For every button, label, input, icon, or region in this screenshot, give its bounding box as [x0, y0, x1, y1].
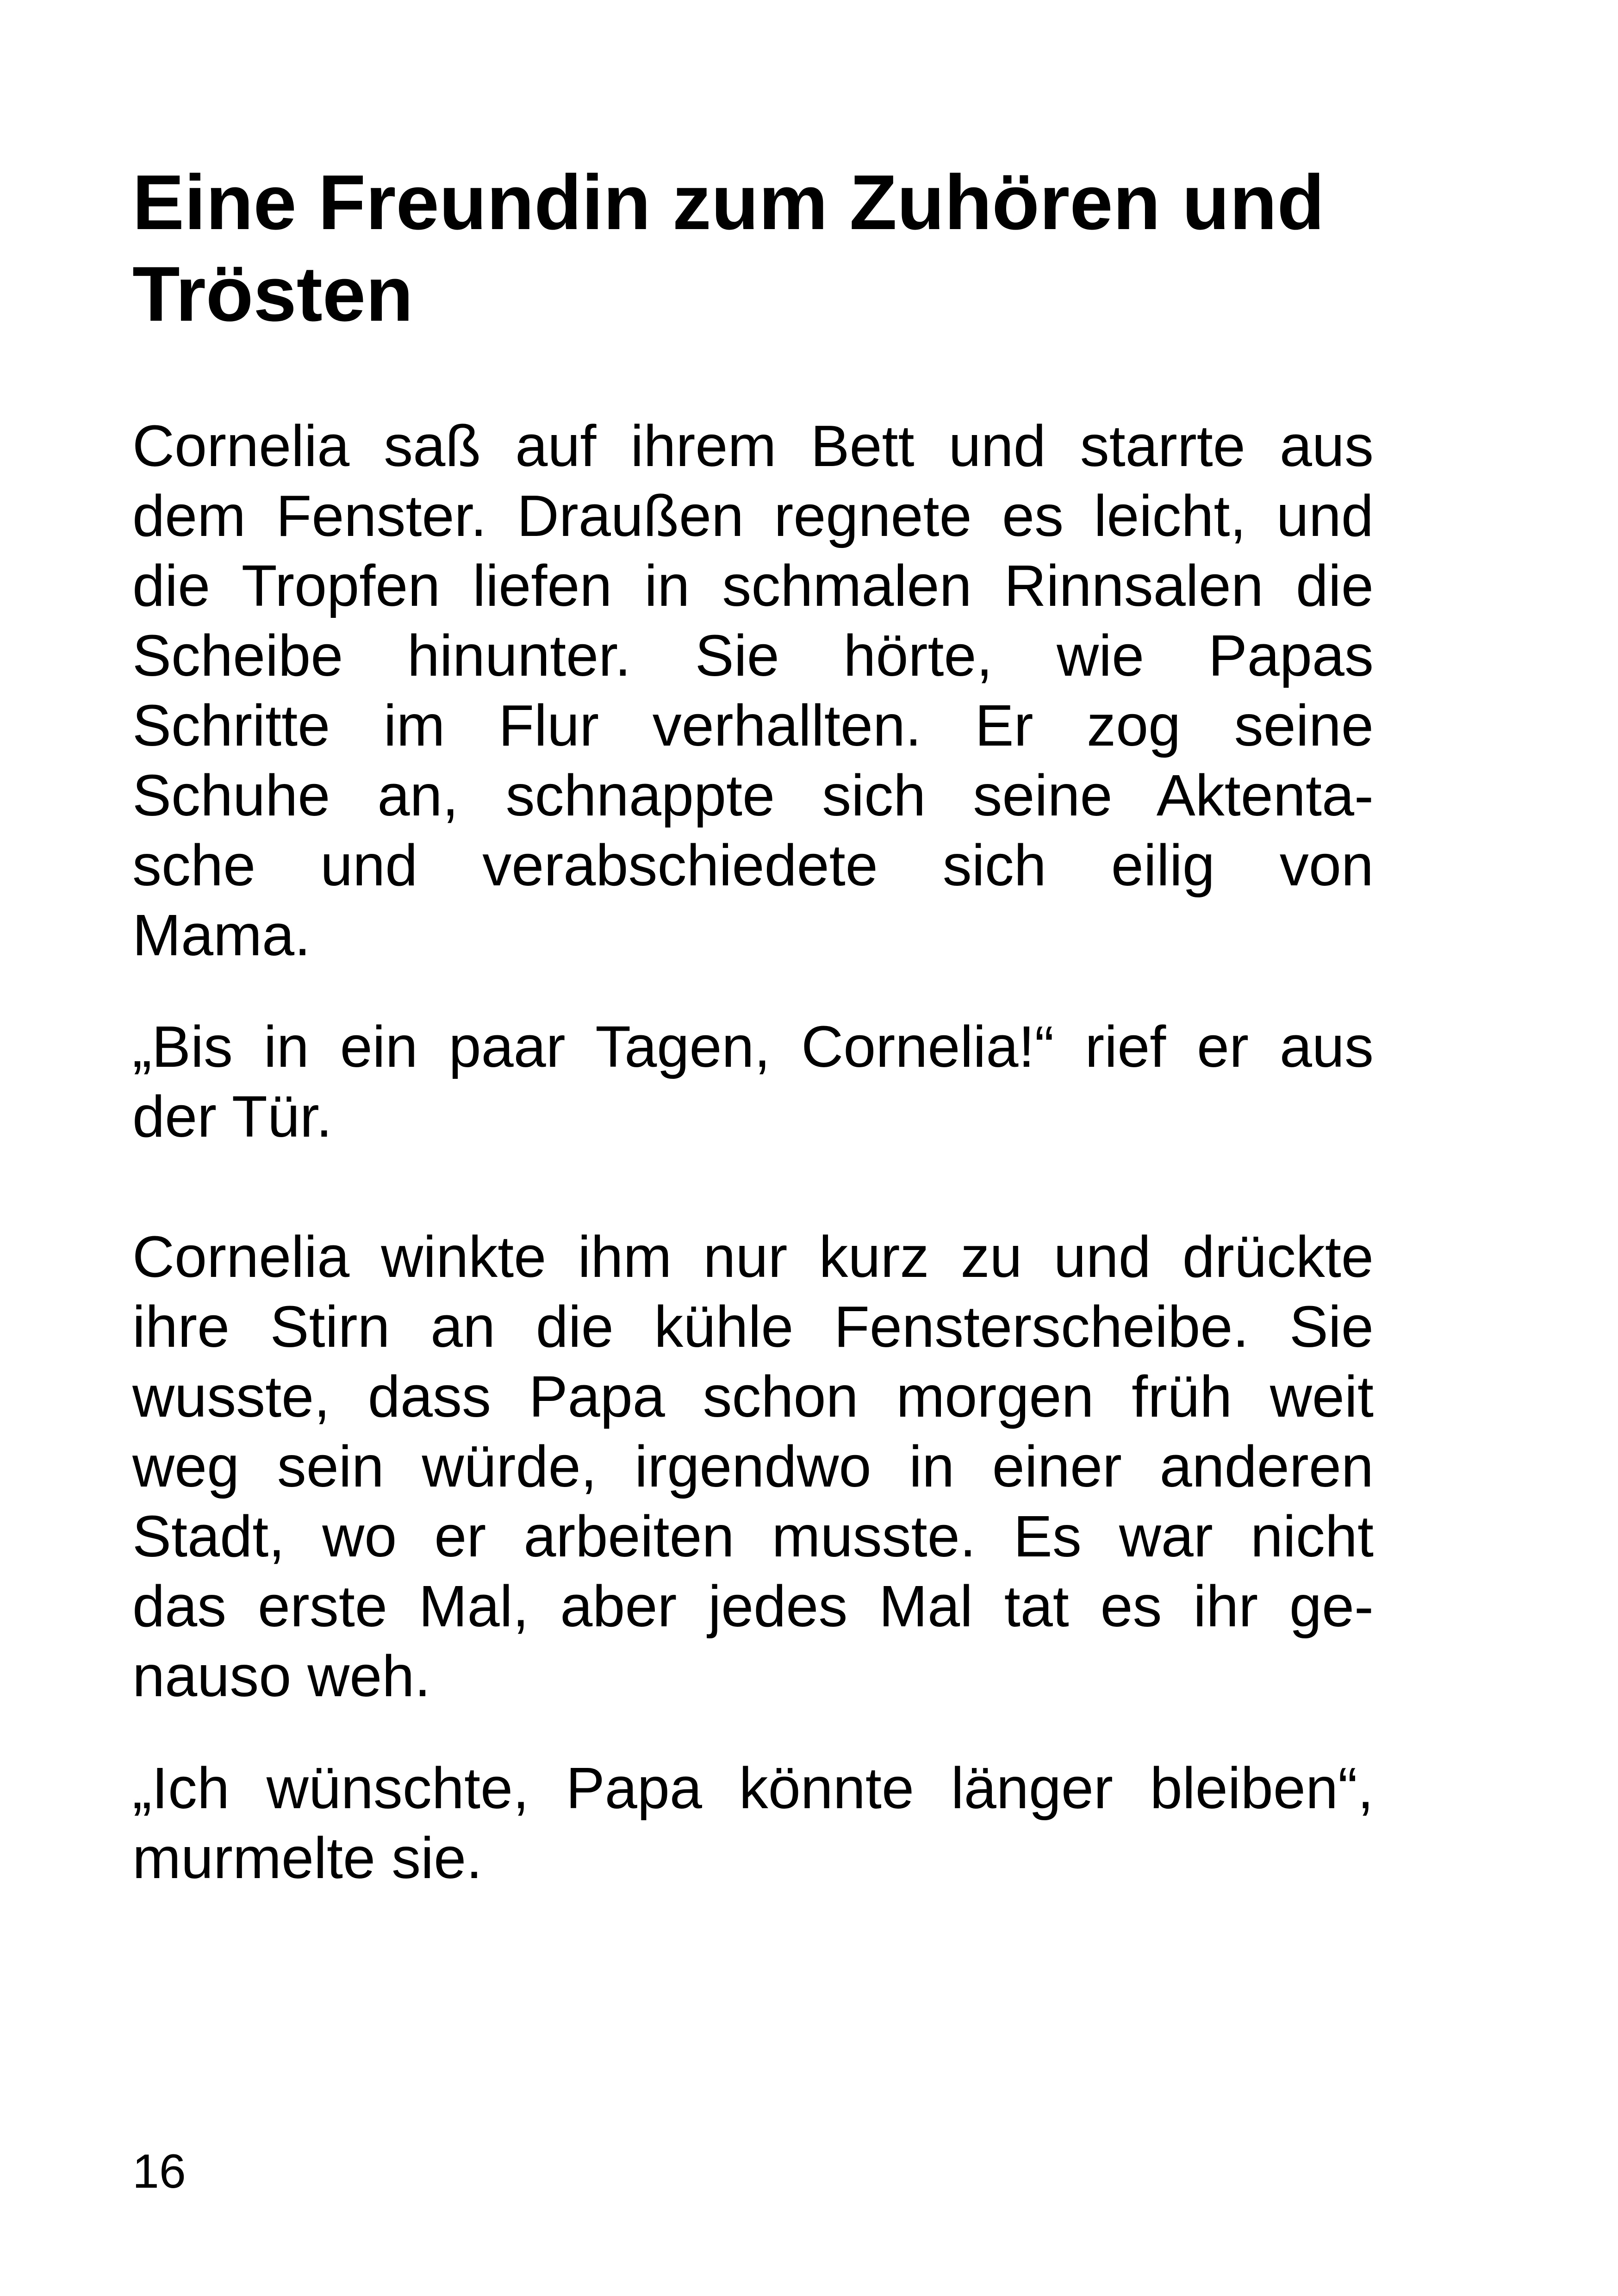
text-line: Schuhe an, schnappte sich seine Aktenta-	[132, 763, 1374, 828]
text-line: dem Fenster. Draußen regnete es leicht, und	[132, 483, 1374, 548]
text-line: Mama.	[132, 902, 311, 968]
heading-line: Trösten	[132, 250, 413, 337]
text-line: nauso weh.	[132, 1643, 431, 1709]
text-line: ihre Stirn an die kühle Fensterscheibe. Sie	[132, 1294, 1374, 1359]
text-line: murmelte sie.	[132, 1825, 483, 1891]
text-line: Cornelia saß auf ihrem Bett und starrte aus	[132, 413, 1374, 479]
text-line: wusste, dass Papa schon morgen früh weit	[132, 1364, 1374, 1429]
text-line: das erste Mal, aber jedes Mal tat es ihr ge-	[132, 1574, 1374, 1639]
text-line: „Ich wünschte, Papa könnte länger bleiben“,	[132, 1755, 1374, 1821]
text-line: sche und verabschiedete sich eilig von	[132, 833, 1374, 898]
heading-line: Eine Freundin zum Zuhören und	[132, 159, 1325, 246]
text-line: die Tropfen liefen in schmalen Rinnsalen die	[132, 553, 1374, 618]
paragraph-4	[132, 1753, 1374, 1893]
text-line: Scheibe hinunter. Sie hörte, wie Papas	[132, 623, 1374, 688]
text-line: Cornelia winkte ihm nur kurz zu und drückte	[132, 1224, 1374, 1289]
paragraph-3	[132, 1222, 1374, 1711]
text-line: „Bis in ein paar Tagen, Cornelia!“ rief er aus	[132, 1014, 1374, 1079]
text-line: weg sein würde, irgendwo in einer anderen	[132, 1434, 1374, 1499]
paragraph-2	[132, 1012, 1374, 1151]
paragraph-1	[132, 411, 1374, 970]
text-line: der Tür.	[132, 1084, 332, 1149]
chapter-heading	[132, 156, 1382, 340]
page-number: 16	[132, 2145, 186, 2198]
text-line: Schritte im Flur verhallten. Er zog seine	[132, 693, 1374, 758]
text-line: Stadt, wo er arbeiten musste. Es war nicht	[132, 1504, 1374, 1569]
